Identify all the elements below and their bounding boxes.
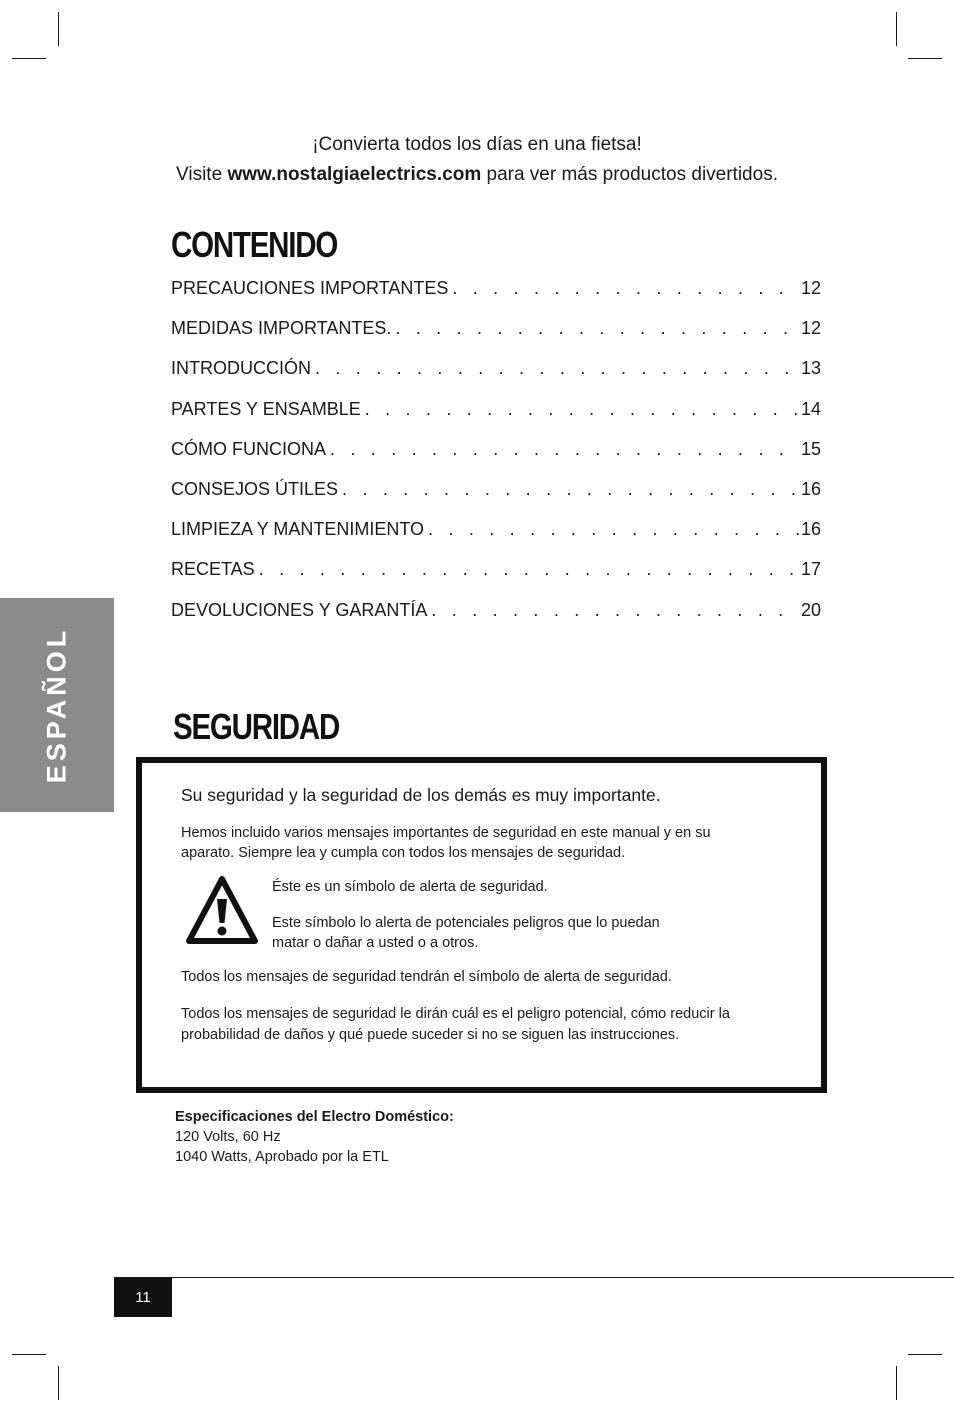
- toc-leader: [428, 519, 799, 540]
- toc-leader: [259, 559, 799, 580]
- toc-leader: [342, 479, 799, 500]
- toc-item[interactable]: [171, 559, 821, 599]
- symbol-description: Éste es un símbolo de alerta de seguridad.: [272, 879, 548, 895]
- toc-leader: [315, 358, 799, 379]
- toc-item[interactable]: [171, 399, 821, 439]
- safety-title: SEGURIDAD: [173, 706, 340, 747]
- toc-item-title: PARTES Y ENSAMBLE: [171, 398, 361, 419]
- crop-mark: [58, 1366, 59, 1400]
- toc-item-page: 14: [800, 398, 821, 419]
- specs-heading: Especificaciones del Electro Doméstico:: [175, 1109, 454, 1125]
- toc-item[interactable]: [171, 479, 821, 519]
- warning-triangle-icon: [186, 875, 258, 947]
- crop-mark: [12, 1354, 46, 1355]
- toc-item[interactable]: [171, 278, 821, 318]
- toc-item-page: 12: [800, 278, 821, 298]
- safety-paragraph: Hemos incluido varios mensajes importantes de seguridad en este manual y en su aparato. Siempre lea y cumpla con todos los mensajes de seguridad.: [181, 825, 711, 861]
- intro-line-1: ¡Convierta todos los días en una fietsa!: [312, 134, 642, 155]
- symbol-warning-text: Este símbolo lo alerta de potenciales peligros que lo puedan matar o dañar a usted o a otros.: [272, 915, 660, 951]
- toc-leader: [365, 399, 799, 420]
- safety-paragraph: Todos los mensajes de seguridad le dirán cuál es el peligro potencial, cómo reducir la probabilidad de daños y qué puede suceder si no se siguen las instrucciones.: [181, 1006, 730, 1043]
- toc-item-page: 13: [800, 358, 821, 379]
- crop-mark: [908, 58, 942, 59]
- toc-item-title: LIMPIEZA Y MANTENIMIENTO: [171, 519, 425, 540]
- toc-item[interactable]: [171, 439, 821, 479]
- crop-mark: [896, 1366, 897, 1400]
- crop-mark: [12, 58, 46, 59]
- specs-line: 1040 Watts, Aprobado por la ETL: [175, 1149, 389, 1165]
- crop-mark: [908, 1354, 942, 1355]
- toc-item[interactable]: [171, 318, 821, 358]
- toc-item[interactable]: [171, 600, 821, 640]
- toc-leader: [452, 278, 799, 299]
- intro-text: [0, 130, 954, 190]
- toc-leader: [431, 600, 799, 621]
- crop-mark: [896, 12, 897, 46]
- toc-item-page: 15: [800, 438, 821, 459]
- toc-item-page: 17: [800, 559, 821, 580]
- intro-suffix: para ver más productos divertidos.: [486, 164, 778, 185]
- toc-item-title: MEDIDAS IMPORTANTES.: [171, 318, 392, 339]
- toc-item-page: 16: [800, 478, 821, 499]
- footer-divider: [114, 1277, 954, 1278]
- toc-title: CONTENIDO: [171, 224, 338, 265]
- language-label: ESPAÑOL: [41, 626, 72, 784]
- toc-item-title: INTRODUCCIÓN: [171, 358, 311, 379]
- safety-paragraph: Todos los mensajes de seguridad tendrán el símbolo de alerta de seguridad.: [181, 969, 672, 985]
- toc-leader: [395, 318, 799, 339]
- toc-item[interactable]: [171, 358, 821, 398]
- safety-lead: Su seguridad y la seguridad de los demás es muy importante.: [181, 785, 661, 805]
- toc-item-page: 16: [800, 519, 821, 540]
- toc-item-page: 20: [800, 599, 821, 620]
- table-of-contents: [171, 278, 821, 640]
- website-link[interactable]: www.nostalgiaelectrics.com: [227, 164, 482, 185]
- page-number: 11: [114, 1278, 172, 1317]
- toc-item-title: RECETAS: [171, 559, 255, 580]
- toc-item-title: PRECAUCIONES IMPORTANTES: [171, 278, 449, 298]
- toc-item-title: CONSEJOS ÚTILES: [171, 478, 339, 499]
- appliance-specs: [175, 1107, 454, 1167]
- specs-line: 120 Volts, 60 Hz: [175, 1129, 281, 1145]
- toc-item-title: CÓMO FUNCIONA: [171, 438, 326, 459]
- toc-item-page: 12: [800, 318, 821, 339]
- safety-box: [136, 757, 827, 1093]
- intro-prefix: Visite: [176, 164, 223, 185]
- toc-leader: [330, 439, 799, 460]
- toc-item[interactable]: [171, 519, 821, 559]
- toc-item-title: DEVOLUCIONES Y GARANTÍA: [171, 599, 428, 620]
- language-side-tab: [0, 598, 114, 812]
- intro-line-2: [0, 160, 954, 190]
- crop-mark: [58, 12, 59, 46]
